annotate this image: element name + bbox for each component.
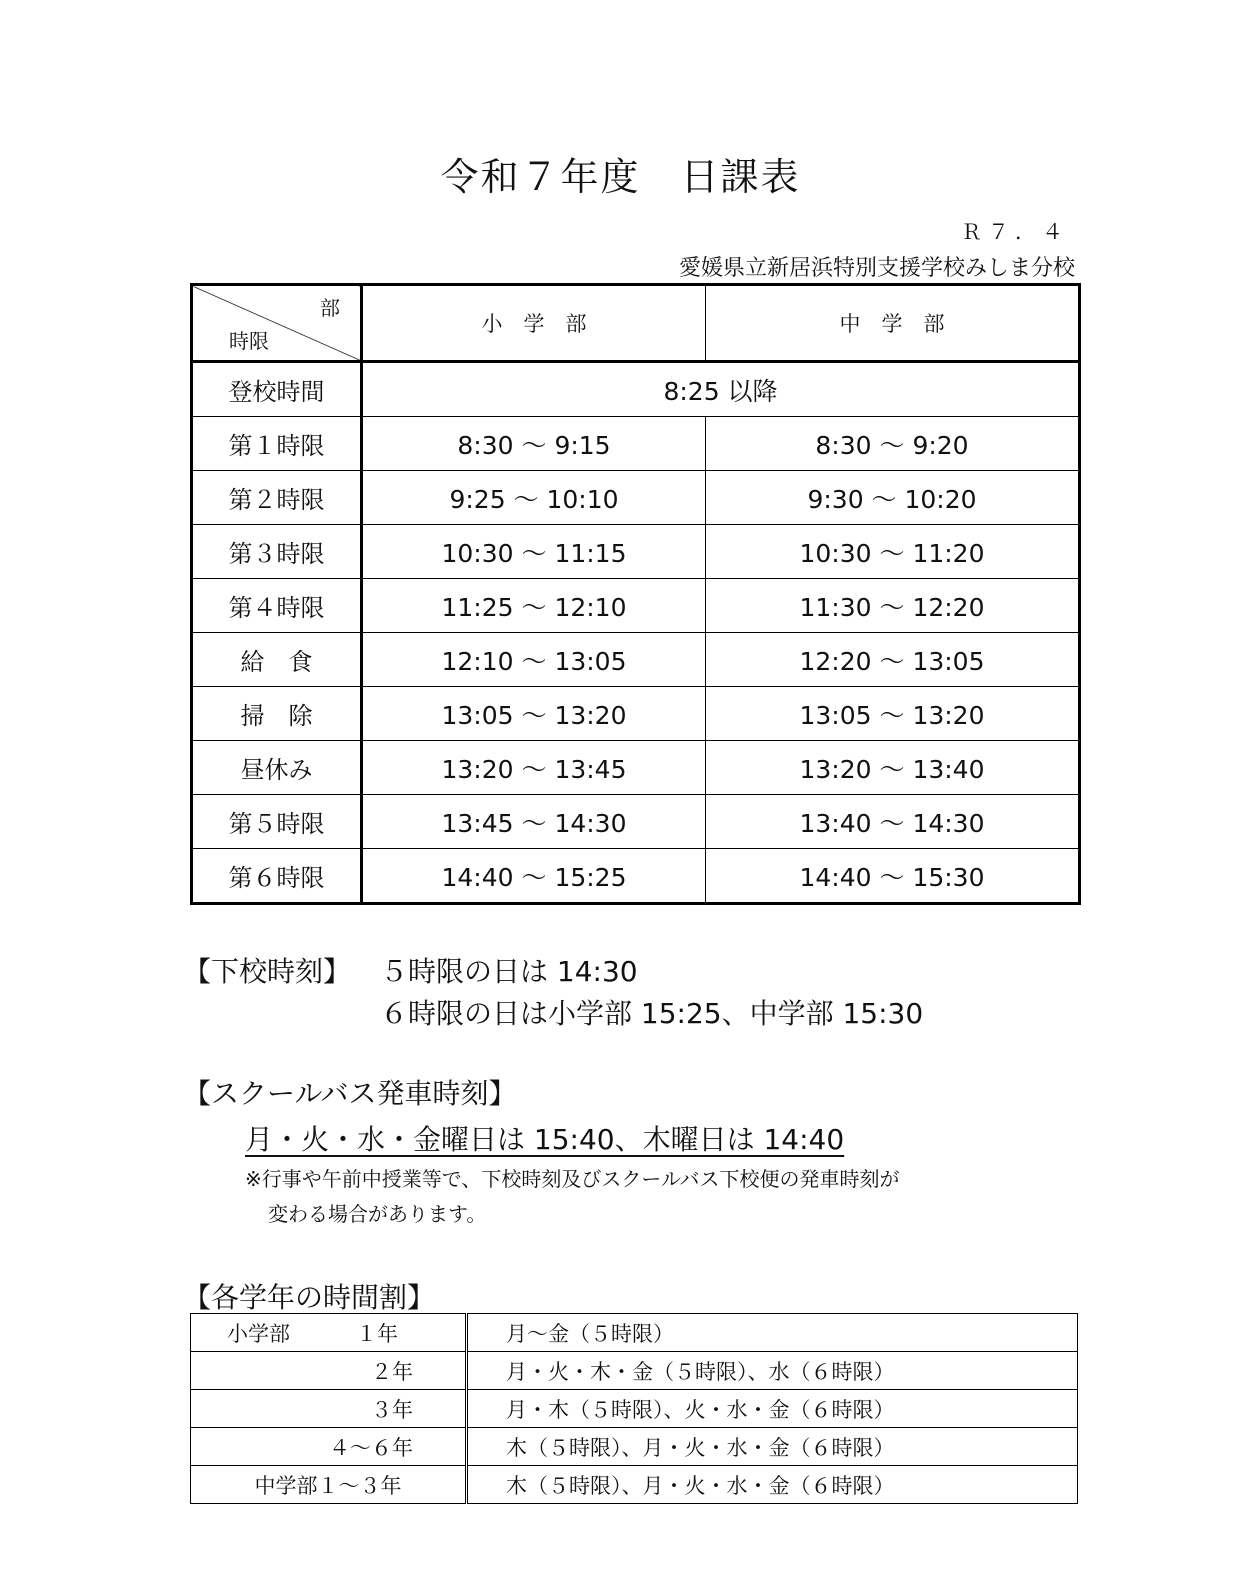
grade-label: ４～６年: [191, 1428, 467, 1466]
row-label: 第５時限: [192, 795, 362, 849]
bus-note-line-2: 変わる場合があります。: [268, 1202, 487, 1226]
elementary-time: 10:30 ～ 11:15: [362, 525, 706, 579]
row-label: 第６時限: [192, 849, 362, 904]
grade-schedule: 月・木（５時限）、火・水・金（６時限）: [467, 1390, 1078, 1428]
junior-time: 14:40 ～ 15:30: [706, 849, 1080, 904]
row-label: 第３時限: [192, 525, 362, 579]
table-row: [191, 1390, 1078, 1428]
row-label: 掃 除: [192, 687, 362, 741]
dismissal-line-1: ５時限の日は 14:30: [380, 955, 638, 988]
grade-label: ２年: [191, 1352, 467, 1390]
arrival-time: 8:25 以降: [362, 362, 1080, 417]
page-title: 令和７年度 日課表: [440, 155, 801, 199]
junior-time: 13:20 ～ 13:40: [706, 741, 1080, 795]
issue-date: Ｒ７．４: [961, 220, 1069, 244]
row-label: 昼休み: [192, 741, 362, 795]
elementary-time: 14:40 ～ 15:25: [362, 849, 706, 904]
row-label: 第４時限: [192, 579, 362, 633]
junior-time: 13:05 ～ 13:20: [706, 687, 1080, 741]
row-label: 登校時間: [192, 362, 362, 417]
elementary-time: 13:45 ～ 14:30: [362, 795, 706, 849]
table-row: [191, 1314, 1078, 1352]
table-row: [192, 633, 1080, 687]
dismissal-line-2: ６時限の日は小学部 15:25、中学部 15:30: [380, 997, 924, 1030]
grade-schedule: 木（５時限）、月・火・水・金（６時限）: [467, 1466, 1078, 1504]
table-row: [192, 471, 1080, 525]
corner-label-department: 部: [320, 296, 340, 320]
bus-departure-times: 月・火・水・金曜日は 15:40、木曜日は 14:40: [245, 1123, 845, 1156]
table-header-row: [192, 285, 1080, 362]
junior-time: 8:30 ～ 9:20: [706, 417, 1080, 471]
department-label: 小学部: [227, 1321, 290, 1346]
grade-schedule: 月・火・木・金（５時限）、水（６時限）: [467, 1352, 1078, 1390]
grade-label: ３年: [191, 1390, 467, 1428]
daily-schedule-table: [190, 283, 1081, 905]
elementary-time: 13:05 ～ 13:20: [362, 687, 706, 741]
grade-schedule: 月～金（５時限）: [467, 1314, 1078, 1352]
table-row: [192, 579, 1080, 633]
elementary-time: 11:25 ～ 12:10: [362, 579, 706, 633]
header-elementary: 小 学 部: [362, 285, 706, 362]
header-junior: 中 学 部: [706, 285, 1080, 362]
junior-time: 10:30 ～ 11:20: [706, 525, 1080, 579]
corner-cell: [192, 285, 362, 362]
junior-time: 11:30 ～ 12:20: [706, 579, 1080, 633]
corner-label-period: 時限: [229, 329, 269, 353]
grade-label: 中学部１～３年: [191, 1466, 467, 1504]
grade-label-cell: [191, 1314, 467, 1352]
row-label: 第２時限: [192, 471, 362, 525]
bus-heading: 【スクールバス発車時刻】: [183, 1077, 517, 1110]
junior-time: 9:30 ～ 10:20: [706, 471, 1080, 525]
table-row: [192, 795, 1080, 849]
elementary-time: 12:10 ～ 13:05: [362, 633, 706, 687]
table-row: [191, 1428, 1078, 1466]
table-row: [192, 687, 1080, 741]
table-row: [192, 362, 1080, 417]
table-row: [192, 741, 1080, 795]
grade-schedule: 木（５時限）、月・火・水・金（６時限）: [467, 1428, 1078, 1466]
bus-note-line-1: ※行事や午前中授業等で、下校時刻及びスクールバス下校便の発車時刻が: [245, 1167, 900, 1191]
row-label: 給 食: [192, 633, 362, 687]
junior-time: 12:20 ～ 13:05: [706, 633, 1080, 687]
elementary-time: 9:25 ～ 10:10: [362, 471, 706, 525]
table-row: [192, 849, 1080, 904]
grades-heading: 【各学年の時間割】: [183, 1281, 436, 1314]
school-name: 愛媛県立新居浜特別支援学校みしま分校: [678, 256, 1075, 281]
table-row: [191, 1352, 1078, 1390]
grade-label: １年: [356, 1321, 398, 1346]
row-label: 第１時限: [192, 417, 362, 471]
table-row: [192, 525, 1080, 579]
table-row: [192, 417, 1080, 471]
junior-time: 13:40 ～ 14:30: [706, 795, 1080, 849]
elementary-time: 8:30 ～ 9:15: [362, 417, 706, 471]
elementary-time: 13:20 ～ 13:45: [362, 741, 706, 795]
table-row: [191, 1466, 1078, 1504]
dismissal-heading: 【下校時刻】: [183, 955, 352, 988]
grade-timetable-table: [190, 1313, 1078, 1504]
